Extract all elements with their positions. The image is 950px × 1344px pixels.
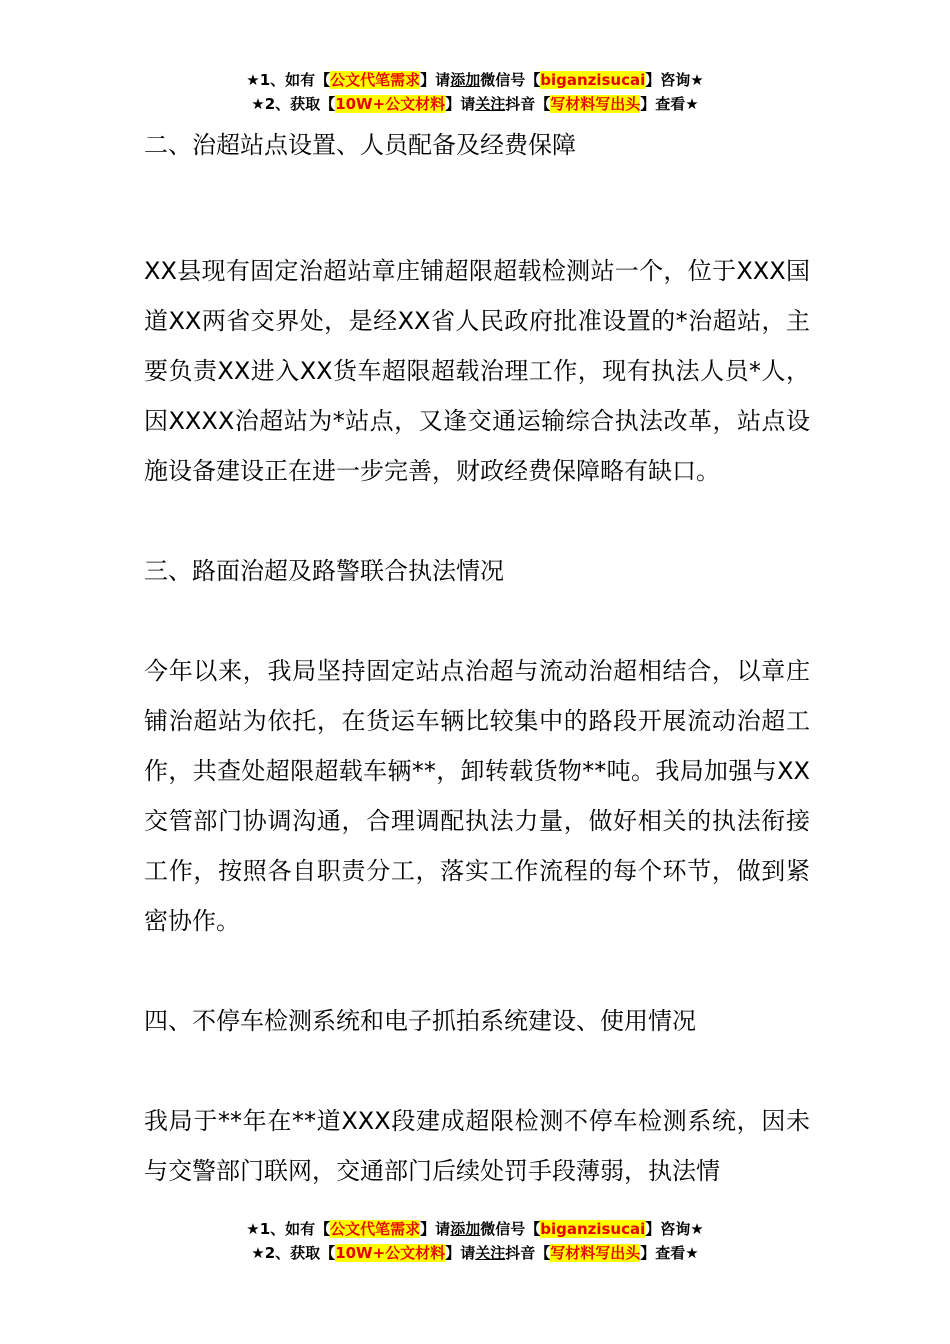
section-paragraph-2: XX县现有固定治超站章庄铺超限超载检测站一个，位于XXX国道XX两省交界处，是经XX省人民政府批准设置的*治超站，主要负责XX进入XX货车超限超载治理工作，现有执法人员*人，因XXXX治超站为*站点，又逢交通运输综合执法改革，站点设施设备建设正在进一步完善，财政经费保障略有缺口。 — [144, 257, 810, 485]
section-heading-2: 二、治超站点设置、人员配备及经费保障 — [144, 131, 576, 159]
promo-line-1: ★1、如有【公文代笔需求】请添加微信号【biganzisucai】咨询★ — [246, 1220, 704, 1238]
header-promo — [0, 68, 950, 116]
promo-line-1: ★1、如有【公文代笔需求】请添加微信号【biganzisucai】咨询★ — [246, 71, 704, 89]
section-heading-3: 三、路面治超及路警联合执法情况 — [144, 557, 504, 585]
promo-line-2: ★2、获取【10W+公文材料】请关注抖音【写材料写出头】查看★ — [251, 1244, 699, 1262]
section-paragraph-4: 我局于**年在**道XXX段建成超限检测不停车检测系统，因未与交警部门联网，交通部门后续处罚手段薄弱，执法情 — [144, 1107, 810, 1185]
document-body — [144, 128, 810, 1196]
footer-promo — [0, 1217, 950, 1265]
promo-line-2: ★2、获取【10W+公文材料】请关注抖音【写材料写出头】查看★ — [251, 95, 699, 113]
section-heading-4: 四、不停车检测系统和电子抓拍系统建设、使用情况 — [144, 1007, 696, 1035]
section-paragraph-3: 今年以来，我局坚持固定站点治超与流动治超相结合，以章庄铺治超站为依托，在货运车辆比较集中的路段开展流动治超工作，共查处超限超载车辆**，卸转载货物**吨。我局加强与XX交管部门协调沟通，合理调配执法力量，做好相关的执法衔接工作，按照各自职责分工，落实工作流程的每个环节，做到紧密协作。 — [144, 657, 810, 935]
